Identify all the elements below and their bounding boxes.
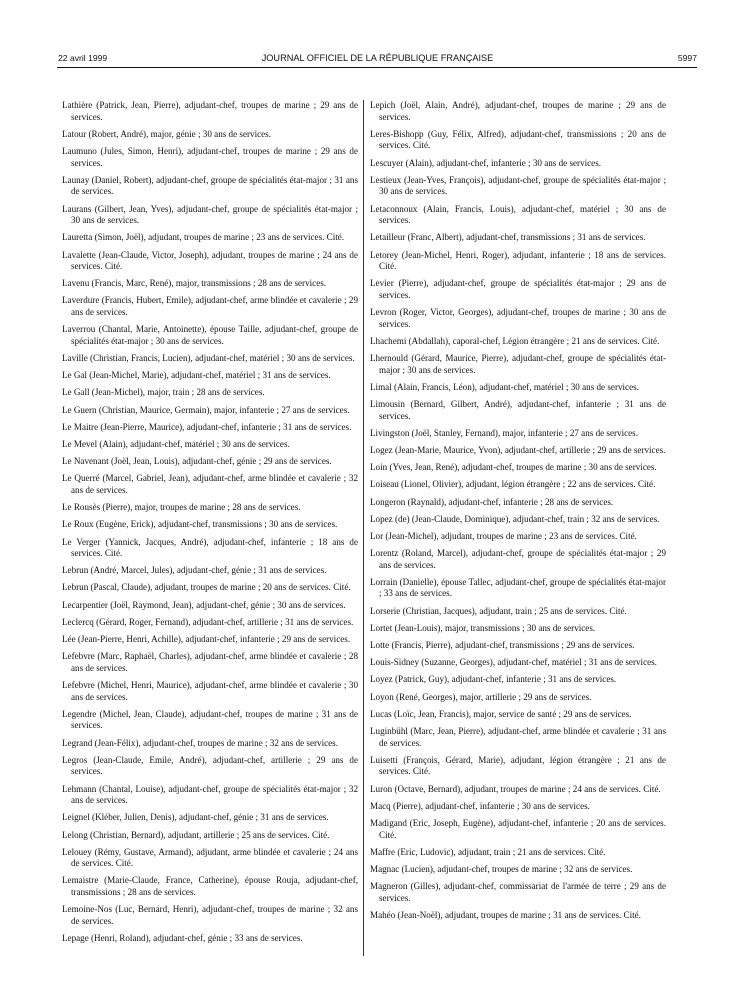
list-entry: Laverdure (Francis, Hubert, Emile), adjudant-chef, arme blindée et cavalerie ; 29 ans de services. [62,295,358,318]
list-entry: Lorentz (Roland, Marcel), adjudant-chef, groupe de spécialités état-major ; 29 ans de services. [370,548,666,570]
list-entry: Lathière (Patrick, Jean, Pierre), adjudant-chef, troupes de marine ; 29 ans de services. [62,100,358,122]
list-entry: Lebrun (Pascal, Claude), adjudant, troupes de marine ; 20 ans de services. Cité. [62,582,351,593]
list-entry: Lorserie (Christian, Jacques), adjudant, train ; 25 ans de services. Cité. [370,605,627,616]
list-entry: Luisetti (François, Gérard, Marie), adjudant, légion étrangère ; 21 ans de services. Cité. [370,754,666,777]
journal-title: JOURNAL OFFICIEL DE LA RÉPUBLIQUE FRANÇAISE [261,53,494,63]
list-entry: Lebrun (André, Marcel, Jules), adjudant-chef, génie ; 31 ans de services. [62,565,327,576]
list-entry: Latour (Robert, André), major, génie ; 30 ans de services. [62,128,271,139]
list-entry: Letaconnoux (Alain, Francis, Louis), adjudant-chef, matériel ; 30 ans de services. [370,203,666,226]
list-entry: Logez (Jean-Marie, Maurice, Yvon), adjudant-chef, artillerie ; 29 ans de services. [370,444,666,455]
list-entry: Longeron (Raynald), adjudant-chef, infanterie ; 28 ans de services. [370,496,614,507]
list-entry: Laumuno (Jules, Simon, Henri), adjudant-chef, troupes de marine ; 29 ans de services. [62,145,358,168]
list-entry: Laurans (Gilbert, Jean, Yves), adjudant-chef, groupe de spécialités état-major ; 30 ans de services. [62,203,358,226]
list-entry: Lescuyer (Alain), adjudant-chef, infanterie ; 30 ans de services. [370,157,602,168]
right-column [370,100,666,927]
list-entry: Le Rousès (Pierre), major, troupes de marine ; 28 ans de services. [62,502,301,513]
left-column [62,100,358,950]
list-entry: Magnac (Lucien), adjudant-chef, troupes de marine ; 32 ans de services. [370,863,633,874]
list-entry: Legendre (Michel, Jean, Claude), adjudant-chef, troupes de marine ; 31 ans de services. [62,708,358,731]
list-entry: Levron (Roger, Victor, Georges), adjudant-chef, troupes de marine ; 30 ans de services. [370,307,666,329]
list-entry: Lorrain (Danielle), épouse Tallec, adjudant-chef, groupe de spécialités état-major ; 33 ans de services. [370,576,666,599]
list-entry: Magneron (Gilles), adjudant-chef, commissariat de l'armée de terre ; 29 ans de services. [370,881,666,903]
list-entry: Lehmann (Chantal, Louise), adjudant-chef, groupe de spécialités état-major ; 32 ans de services. [62,783,358,806]
publication-date: 22 avril 1999 [58,53,108,63]
list-entry: Le Gall (Jean-Michel), major, train ; 28 ans de services. [62,387,265,398]
list-entry: Lopez (de) (Jean-Claude, Dominique), adjudant-chef, train ; 32 ans de services. [370,513,660,524]
column-divider [363,100,364,956]
list-entry: Launay (Daniel, Robert), adjudant-chef, groupe de spécialités état-major ; 31 ans de services. [62,174,358,197]
list-entry: Madigand (Eric, Joseph, Eugène), adjudant-chef, infanterie ; 20 ans de services. Cité. [370,817,666,840]
list-entry: Limal (Alain, Francis, Léon), adjudant-chef, matériel ; 30 ans de services. [370,381,639,392]
list-entry: Lhernould (Gérard, Maurice, Pierre), adjudant-chef, groupe de spécialités état-major ; 30 ans de services. [370,353,666,375]
list-entry: Loyon (René, Georges), major, artillerie ; 29 ans de services. [370,691,592,702]
list-entry: Maffre (Eric, Ludovic), adjudant, train ; 21 ans de services. Cité. [370,846,606,857]
list-entry: Laverrou (Chantal, Marie, Antoinette), épouse Taille, adjudant-chef, groupe de spécialités état-major ; 30 ans de services. [62,324,358,346]
list-entry: Lhachemi (Abdallah), caporal-chef, Légion étrangère ; 21 ans de services. Cité. [370,335,660,346]
list-entry: Letailleur (Franc, Albert), adjudant-chef, transmissions ; 31 ans de services. [370,232,646,243]
header-rule [57,67,697,68]
list-entry: Le Gal (Jean-Michel, Marie), adjudant-chef, matériel ; 31 ans de services. [62,370,331,381]
list-entry: Lemaistre (Marie-Claude, France, Catherine), épouse Rouja, adjudant-chef, transmissions ; 28 ans de services. [62,875,358,898]
list-entry: Lauretta (Simon, Joël), adjudant, troupes de marine ; 23 ans de services. Cité. [62,232,345,243]
list-entry: Legros (Jean-Claude, Emile, André), adjudant-chef, artillerie ; 29 ans de services. [62,754,358,777]
list-entry: Lestieux (Jean-Yves, François), adjudant-chef, groupe de spécialités état-major ; 30 ans de services. [370,174,666,197]
list-entry: Lée (Jean-Pierre, Henri, Achille), adjudant-chef, infanterie ; 29 ans de services. [62,634,351,645]
list-entry: Le Guern (Christian, Maurice, Germain), major, infanterie ; 27 ans de services. [62,404,350,415]
list-entry: Letorey (Jean-Michel, Henri, Roger), adjudant, infanterie ; 18 ans de services. Cité. [370,249,666,272]
list-entry: Lelong (Christian, Bernard), adjudant, artillerie ; 25 ans de services. Cité. [62,829,330,840]
list-entry: Leignel (Kléber, Julien, Denis), adjudant-chef, génie ; 31 ans de services. [62,812,329,823]
list-entry: Legrand (Jean-Félix), adjudant-chef, troupes de marine ; 32 ans de services. [62,737,338,748]
list-entry: Lecarpentier (Joël, Raymond, Jean), adjudant-chef, génie ; 30 ans de services. [62,599,346,610]
list-entry: Lor (Jean-Michel), adjudant, troupes de marine ; 23 ans de services. Cité. [370,530,637,541]
list-entry: Le Querré (Marcel, Gabriel, Jean), adjudant-chef, arme blindée et cavalerie ; 32 ans de services. [62,473,358,495]
list-entry: Levier (Pierre), adjudant-chef, groupe de spécialités état-major ; 29 ans de services. [370,278,666,300]
list-entry: Loyez (Patrick, Guy), adjudant-chef, infanterie ; 31 ans de services. [370,674,617,685]
list-entry: Lavenu (Francis, Marc, René), major, transmissions ; 28 ans de services. [62,278,327,289]
list-entry: Limousin (Bernard, Gilbert, André), adjudant-chef, infanterie ; 31 ans de services. [370,399,666,421]
list-entry: Le Navenant (Joël, Jean, Louis), adjudant-chef, génie ; 29 ans de services. [62,456,332,467]
list-entry: Lemoine-Nos (Luc, Bernard, Henri), adjudant-chef, troupes de marine ; 32 ans de services. [62,904,358,926]
list-entry: Luginbühl (Marc, Jean, Pierre), adjudant-chef, arme blindée et cavalerie ; 31 ans de services. [370,725,666,748]
list-entry: Lucas (Loïc, Jean, Francis), major, service de santé ; 29 ans de services. [370,708,632,719]
list-entry: Louis-Sidney (Suzanne, Georges), adjudant-chef, matériel ; 31 ans de services. [370,657,657,668]
list-entry: Lepich (Joël, Alain, André), adjudant-chef, troupes de marine ; 29 ans de services. [370,100,666,122]
list-entry: Macq (Pierre), adjudant-chef, infanterie ; 30 ans de services. [370,800,590,811]
list-entry: Luron (Octave, Bernard), adjudant, troupes de marine ; 24 ans de services. Cité. [370,783,661,794]
list-entry: Lortet (Jean-Louis), major, transmissions ; 30 ans de services. [370,622,596,633]
list-entry: Lepage (Henri, Roland), adjudant-chef, génie ; 33 ans de services. [62,933,303,944]
list-entry: Lefebvre (Marc, Raphaël, Charles), adjudant-chef, arme blindée et cavalerie ; 28 ans de services. [62,651,358,673]
list-entry: Leclercq (Gérard, Roger, Fernand), adjudant-chef, artillerie ; 31 ans de services. [62,616,354,627]
list-entry: Lelouey (Rémy, Gustave, Armand), adjudant, arme blindée et cavalerie ; 24 ans de services. Cité. [62,846,358,869]
list-entry: Le Maitre (Jean-Pierre, Maurice), adjudant-chef, infanterie ; 31 ans de services. [62,421,352,432]
list-entry: Loin (Yves, Jean, René), adjudant-chef, troupes de marine ; 30 ans de services. [370,462,657,473]
list-entry: Le Verger (Yannick, Jacques, André), adjudant-chef, infanterie ; 18 ans de services. Cité. [62,536,358,559]
list-entry: Loiseau (Lionel, Olivier), adjudant, légion étrangère ; 22 ans de services. Cité. [370,479,656,490]
page-header [58,53,697,67]
page-number: 5997 [677,53,697,63]
list-entry: Le Mevel (Alain), adjudant-chef, matériel ; 30 ans de services. [62,438,290,449]
list-entry: Lotte (Francis, Pierre), adjudant-chef, transmissions ; 29 ans de services. [370,640,635,651]
list-entry: Mahéo (Jean-Noël), adjudant, troupes de marine ; 31 ans de services. Cité. [370,909,641,920]
list-entry: Laville (Christian, Francis, Lucien), adjudant-chef, matériel ; 30 ans de services. [62,353,355,364]
list-entry: Livingston (Joël, Stanley, Fernand), major, infanterie ; 27 ans de services. [370,427,638,438]
list-entry: Leres-Bishopp (Guy, Félix, Alfred), adjudant-chef, transmissions ; 20 ans de services. Cité. [370,128,666,151]
list-entry: Le Roux (Eugène, Erick), adjudant-chef, transmissions ; 30 ans de services. [62,519,338,530]
list-entry: Lefebvre (Michel, Henri, Maurice), adjudant-chef, arme blindée et cavalerie ; 30 ans de services. [62,680,358,702]
list-entry: Lavalette (Jean-Claude, Victor, Joseph), adjudant, troupes de marine ; 24 ans de services. Cité. [62,249,358,272]
